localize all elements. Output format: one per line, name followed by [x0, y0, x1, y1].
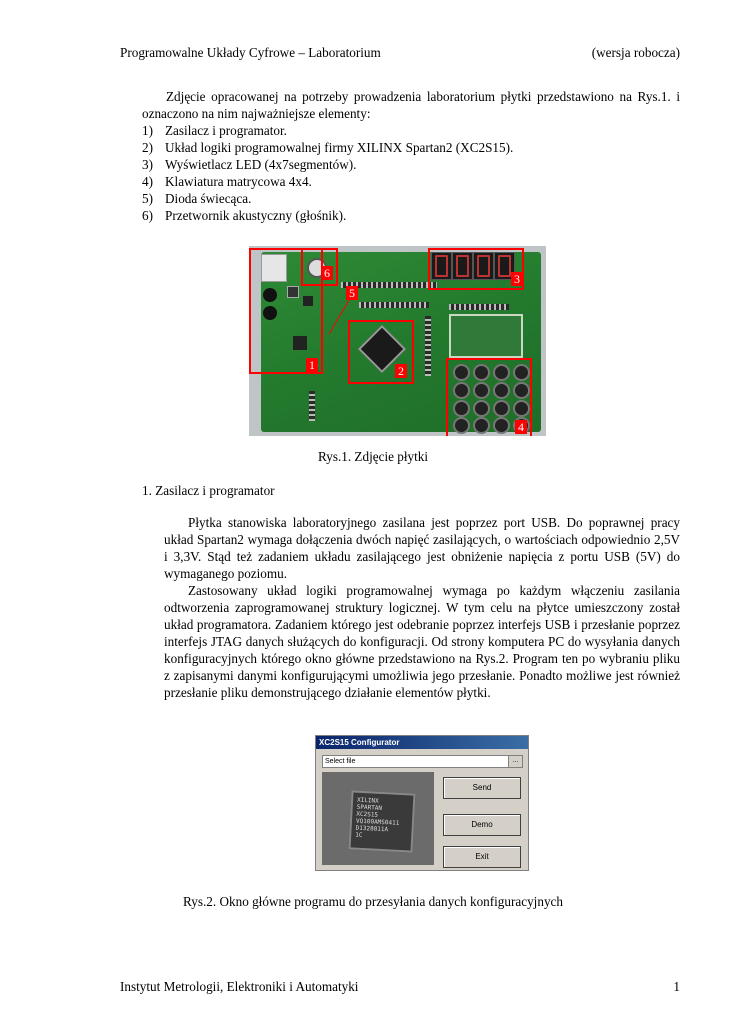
- element-list: [142, 122, 680, 224]
- list-item: 2) Układ logiki programowalnej firmy XILINX Spartan2 (XC2S15).: [142, 140, 514, 155]
- footer-institute: Instytut Metrologii, Elektroniki i Automatyki: [120, 979, 359, 994]
- list-item: 1) Zasilacz i programator.: [142, 123, 287, 138]
- fpga-chip-image: [348, 790, 415, 852]
- list-item: 4) Klawiatura matrycowa 4x4.: [142, 174, 312, 189]
- chip-photo: [322, 772, 434, 865]
- browse-button[interactable]: ...: [508, 755, 523, 768]
- board-photo: [249, 246, 546, 436]
- window-title: XC2S15 Configurator: [316, 736, 528, 749]
- intro-paragraph: Zdjęcie opracowanej na potrzeby prowadzenia laboratorium płytki przedstawiono na Rys.1. i oznaczono na nim najważniejsze elementy:: [142, 89, 680, 121]
- label-5: 5: [346, 286, 358, 300]
- chip-label: XILINX SPARTAN XC2S15 VQ100AMS0411 D1328011A 1C: [355, 796, 400, 839]
- section-heading: 1. Zasilacz i programator: [142, 483, 275, 498]
- list-item: 5) Dioda świecąca.: [142, 191, 252, 206]
- header-title: Programowalne Układy Cyfrowe – Laboratorium: [120, 45, 381, 60]
- list-item: 6) Przetwornik akustyczny (głośnik).: [142, 208, 347, 223]
- arrow-led: [249, 246, 546, 436]
- label-1: 1: [306, 358, 318, 372]
- send-button[interactable]: Send: [443, 777, 521, 799]
- page-number: 1: [673, 979, 680, 994]
- exit-button[interactable]: Exit: [443, 846, 521, 868]
- file-input[interactable]: Select file: [322, 755, 509, 768]
- configurator-window: [315, 735, 529, 871]
- section-paragraph-2: Zastosowany układ logiki programowalnej wymaga po każdym włączeniu zasilania odtworzenia zaprogramowanej struktury logicznej. W tym celu na płytce umieszczony został układ programatora. Zadaniem którego jest odebranie poprzez interfejs USB i przesłanie poprzez interfejs JTAG danych służących do konfiguracji. Od strony komputera PC do wysyłania danych konfiguracyjnych którego okno główne przedstawiono na Rys.2. Program ten po wybraniu pliku z zapisanymi danymi konfigurującymi umożliwia jego przesłanie. Ponadto możliwe jest również przesłanie pliku demonstrującego działanie elementów płytki.: [164, 583, 680, 700]
- section-paragraph-1: Płytka stanowiska laboratoryjnego zasilana jest poprzez port USB. Do poprawnej pracy układ Spartan2 wymaga dołączenia dwóch napięć zasilających, o wartościach odpowiednio 2,5V i 3,3V. Stąd też zadaniem układu zasilającego jest obniżenie napięcia z portu USB (5V) do wymaganego poziomu.: [164, 515, 680, 581]
- figure2-caption: Rys.2. Okno główne programu do przesyłania danych konfiguracyjnych: [183, 894, 563, 909]
- header-version: (wersja robocza): [591, 45, 680, 60]
- list-item: 3) Wyświetlacz LED (4x7segmentów).: [142, 157, 357, 172]
- label-4: 4: [515, 420, 527, 434]
- figure1-caption: Rys.1. Zdjęcie płytki: [317, 449, 429, 464]
- label-3: 3: [511, 272, 523, 286]
- demo-button[interactable]: Demo: [443, 814, 521, 836]
- label-2: 2: [395, 364, 407, 378]
- label-6: 6: [321, 266, 333, 280]
